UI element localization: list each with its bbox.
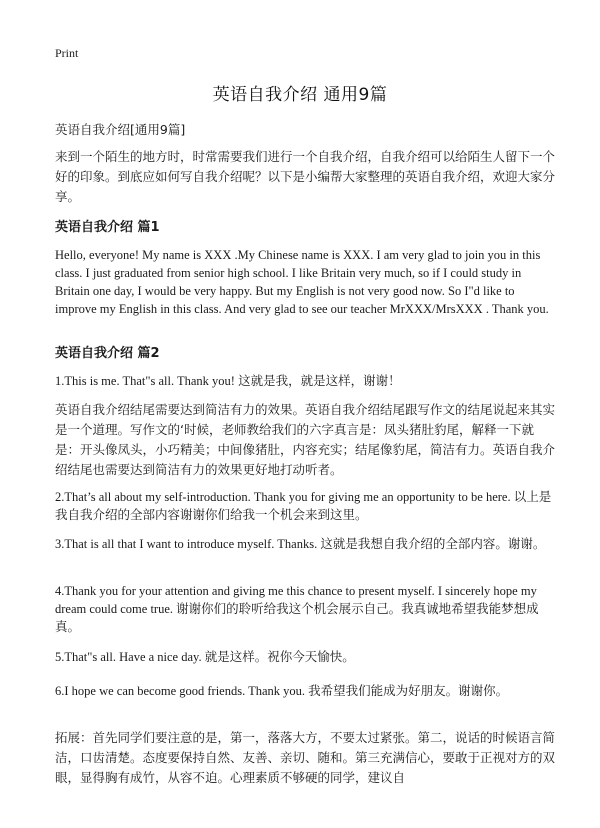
page-title: 英语自我介绍 通用9篇 (212, 85, 388, 105)
section-2-item-5: 5.That"s all. Have a nice day. 就是这样。祝你今天愉快。 (55, 650, 355, 664)
section-1-heading: 英语自我介绍 篇1 (55, 220, 160, 235)
section-2-item-3: 3.That is all that I want to introduce myself. Thanks. 这就是我想自我介绍的全部内容。谢谢。 (55, 537, 546, 551)
section-1-body: Hello, everyone! My name is XXX .My Chinese name is XXX. I am very glad to join you in this class. I just graduated from senior high school. I like Britain very much, so if I could study in Britain one day, I would be very happy. But my English is not very good now. So I"d like to improve my English in this class. And very glad to see our teacher MrXXX/MrsXXX . Thank you. (55, 248, 549, 316)
section-2-item-6: 6.I hope we can become good friends. Thank you. 我希望我们能成为好朋友。谢谢你。 (55, 684, 509, 698)
section-2-heading: 英语自我介绍 篇2 (55, 346, 160, 361)
intro-paragraph: 来到一个陌生的地方时，时常需要我们进行一个自我介绍，自我介绍可以给陌生人留下一个好的印象。到底应如何写自我介绍呢？以下是小编帮大家整理的英语自我介绍，欢迎大家分享。 (55, 149, 556, 204)
section-2-item-4: 4.Thank you for your attention and giving me this chance to present myself. I sincerely hope my dream could come true. 谢谢你们的聆听给我这个机会展示自己。我真诚地希望我能梦想成真。 (55, 584, 539, 634)
extension-paragraph: 拓展：首先同学们要注意的是，第一，落落大方，不要太过紧张。第二，说话的时候语言简洁，口齿清楚。态度要保持自然、友善、亲切、随和。第三充满信心，要敢于正视对方的双眼，显得胸有成竹，从容不迫。心理素质不够硬的同学，建议自 (55, 730, 556, 785)
print-label: Print (55, 46, 79, 60)
section-2-item-2: 2.That’s all about my self-introduction. Thank you for giving me an opportunity to be here. 以上是我自我介绍的全部内容谢谢你们给我一个机会来到这里。 (55, 490, 552, 522)
section-2-item-1: 1.This is me. That"s all. Thank you! 这就是我，就是这样，谢谢！ (55, 374, 401, 388)
subtitle: 英语自我介绍[通用9篇] (55, 122, 186, 137)
section-2-paragraph: 英语自我介绍结尾需要达到简洁有力的效果。英语自我介绍结尾跟写作文的结尾说起来其实是一个道理。写作文的‘时候，老师教给我们的六字真言是：凤头猪肚豹尾，解释一下就是：开头像凤头，小巧精美；中间像猪肚，内容充实；结尾像豹尾，简洁有力。英语自我介绍结尾也需要达到简洁有力的效果更好地打动听者。 (55, 402, 556, 477)
